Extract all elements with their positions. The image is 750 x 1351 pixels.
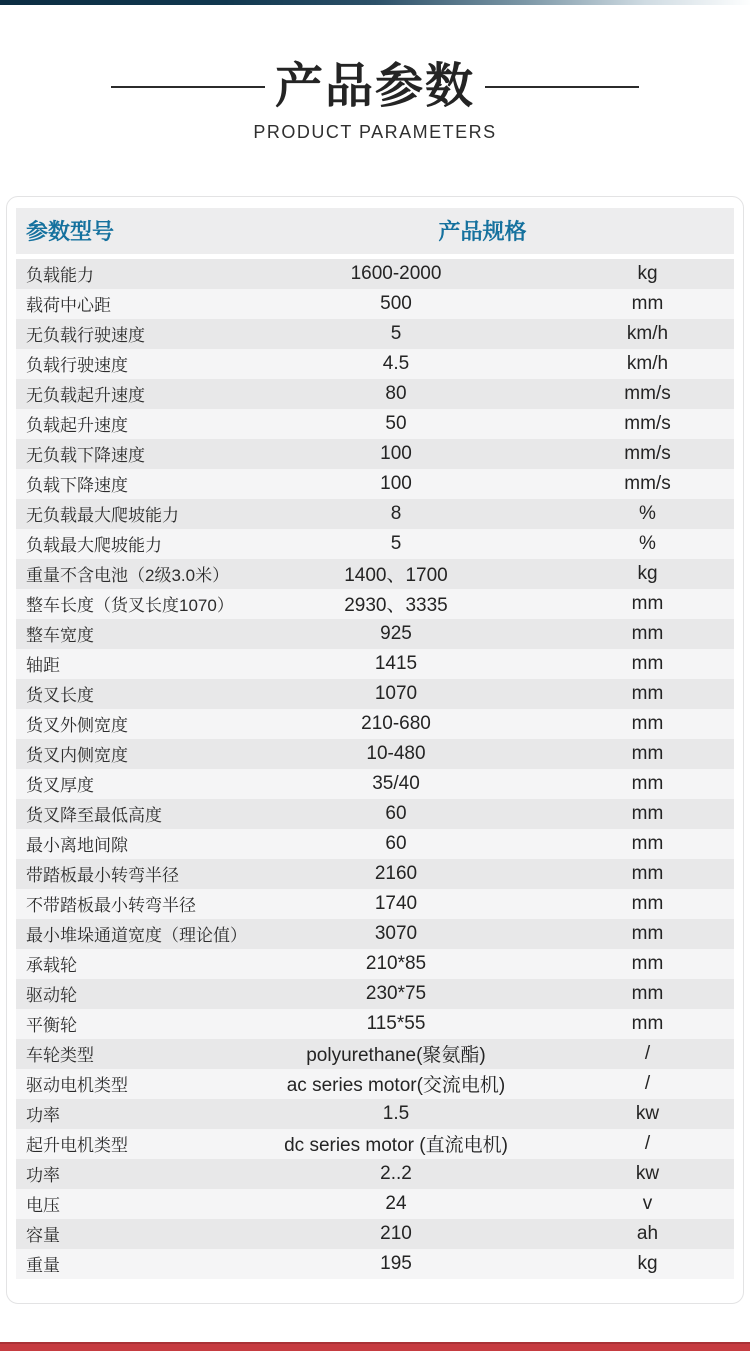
param-value: 210 xyxy=(380,1222,412,1244)
param-label: 功率 xyxy=(26,1166,60,1186)
param-label: 功率 xyxy=(26,1106,60,1126)
table-row xyxy=(16,1009,734,1039)
parameters-card xyxy=(6,196,744,1304)
table-row xyxy=(16,409,734,439)
param-value: 2930、3335 xyxy=(344,595,448,617)
table-row xyxy=(16,709,734,739)
param-unit: mm xyxy=(631,742,664,764)
param-value: 35/40 xyxy=(372,772,420,794)
table-row xyxy=(16,379,734,409)
param-label: 车轮类型 xyxy=(26,1046,94,1066)
param-unit: kw xyxy=(635,1162,660,1184)
page-title: 产品参数 xyxy=(274,60,475,113)
table-row xyxy=(16,769,734,799)
table-row xyxy=(16,619,734,649)
param-label: 驱动电机类型 xyxy=(26,1076,128,1096)
bottom-accent-bar xyxy=(0,1342,750,1351)
param-label: 货叉降至最低高度 xyxy=(26,806,162,826)
table-row xyxy=(16,1129,734,1159)
param-value: 2160 xyxy=(374,862,418,884)
param-label: 重量 xyxy=(26,1256,60,1276)
table-row xyxy=(16,499,734,529)
param-value: 60 xyxy=(385,802,407,824)
param-unit: km/h xyxy=(626,322,669,344)
table-row xyxy=(16,259,734,289)
param-label: 整车长度（货叉长度1070） xyxy=(26,596,234,616)
param-unit: mm xyxy=(631,802,664,824)
param-unit: mm/s xyxy=(624,382,671,404)
param-unit: mm xyxy=(631,682,664,704)
param-unit: mm xyxy=(631,952,664,974)
param-value: 80 xyxy=(385,382,407,404)
param-value: 1600-2000 xyxy=(350,262,442,284)
column-header-product-spec: 产品规格 xyxy=(438,219,527,245)
param-value: 210*85 xyxy=(365,952,427,974)
param-label: 驱动轮 xyxy=(26,986,77,1006)
param-label: 货叉长度 xyxy=(26,686,94,706)
param-unit: mm/s xyxy=(624,442,671,464)
column-header-param-model: 参数型号 xyxy=(26,219,115,245)
param-unit: mm xyxy=(631,862,664,884)
title-divider-right xyxy=(485,86,639,88)
param-unit: mm xyxy=(631,292,664,314)
param-label: 无负载最大爬坡能力 xyxy=(26,506,179,526)
param-value: 1400、1700 xyxy=(344,565,448,587)
title-divider-left xyxy=(111,86,265,88)
param-unit: kw xyxy=(635,1102,660,1124)
param-value: 24 xyxy=(385,1192,407,1214)
table-row xyxy=(16,1189,734,1219)
table-row xyxy=(16,1069,734,1099)
param-unit: km/h xyxy=(626,352,669,374)
param-value: 100 xyxy=(380,472,412,494)
table-row xyxy=(16,679,734,709)
param-value: 5 xyxy=(390,322,402,344)
param-label: 承载轮 xyxy=(26,956,77,976)
param-label: 无负载下降速度 xyxy=(26,446,145,466)
param-label: 整车宽度 xyxy=(26,626,94,646)
param-value: 230*75 xyxy=(365,982,427,1004)
param-unit: mm/s xyxy=(624,472,671,494)
param-value: 10-480 xyxy=(366,742,426,764)
param-value: dc series motor (直流电机) xyxy=(284,1135,508,1157)
param-unit: % xyxy=(639,502,656,524)
param-value: 4.5 xyxy=(382,352,410,374)
table-row xyxy=(16,1249,734,1279)
param-label: 货叉内侧宽度 xyxy=(26,746,128,766)
param-value: 195 xyxy=(380,1252,412,1274)
table-row xyxy=(16,469,734,499)
param-unit: v xyxy=(642,1192,653,1214)
param-label: 轴距 xyxy=(26,656,60,676)
param-unit: mm xyxy=(631,832,664,854)
param-value: 210-680 xyxy=(361,712,431,734)
param-unit: kg xyxy=(637,262,658,284)
table-row xyxy=(16,289,734,319)
table-row xyxy=(16,919,734,949)
param-label: 容量 xyxy=(26,1226,60,1246)
param-unit: mm xyxy=(631,922,664,944)
page-subtitle: PRODUCT PARAMETERS xyxy=(253,121,497,142)
table-row xyxy=(16,319,734,349)
param-value: 5 xyxy=(390,532,402,554)
table-row xyxy=(16,1099,734,1129)
table-row xyxy=(16,739,734,769)
param-value: 1740 xyxy=(374,892,418,914)
title-row xyxy=(0,61,750,114)
table-row xyxy=(16,349,734,379)
param-value: polyurethane(聚氨酯) xyxy=(306,1045,486,1067)
param-label: 负载下降速度 xyxy=(26,476,128,496)
param-unit: kg xyxy=(637,1252,658,1274)
param-unit: / xyxy=(644,1072,651,1094)
param-value: 115*55 xyxy=(366,1012,426,1034)
param-value: 925 xyxy=(380,622,412,644)
param-value: 60 xyxy=(385,832,407,854)
param-value: ac series motor(交流电机) xyxy=(286,1075,506,1097)
param-label: 货叉外侧宽度 xyxy=(26,716,128,736)
param-label: 负载最大爬坡能力 xyxy=(26,536,162,556)
table-row xyxy=(16,529,734,559)
param-unit: ah xyxy=(636,1222,659,1244)
param-unit: / xyxy=(644,1132,651,1154)
param-label: 电压 xyxy=(26,1196,60,1216)
param-unit: mm xyxy=(631,652,664,674)
param-label: 无负载起升速度 xyxy=(26,386,145,406)
table-row xyxy=(16,1159,734,1189)
table-row xyxy=(16,559,734,589)
param-unit: mm xyxy=(631,1012,664,1034)
param-value: 1.5 xyxy=(382,1102,410,1124)
param-label: 负载能力 xyxy=(26,266,94,286)
table-row xyxy=(16,589,734,619)
table-row xyxy=(16,439,734,469)
table-header-row xyxy=(16,208,734,254)
param-unit: mm/s xyxy=(624,412,671,434)
param-value: 3070 xyxy=(374,922,418,944)
param-label: 起升电机类型 xyxy=(26,1136,128,1156)
param-value: 2..2 xyxy=(380,1162,412,1184)
table-body xyxy=(16,259,734,1279)
param-unit: mm xyxy=(631,712,664,734)
param-label: 重量不含电池（2级3.0米） xyxy=(26,566,230,586)
table-row xyxy=(16,799,734,829)
table-row xyxy=(16,1219,734,1249)
param-value: 100 xyxy=(380,442,412,464)
param-label: 货叉厚度 xyxy=(26,776,94,796)
table-row xyxy=(16,649,734,679)
param-value: 1415 xyxy=(374,652,418,674)
param-label: 平衡轮 xyxy=(26,1016,77,1036)
param-label: 无负载行驶速度 xyxy=(26,326,145,346)
param-unit: kg xyxy=(637,562,658,584)
param-unit: mm xyxy=(631,772,664,794)
table-row xyxy=(16,979,734,1009)
param-unit: mm xyxy=(631,892,664,914)
param-unit: mm xyxy=(631,982,664,1004)
param-label: 载荷中心距 xyxy=(26,296,111,316)
table-row xyxy=(16,829,734,859)
param-label: 不带踏板最小转弯半径 xyxy=(26,896,196,916)
table-row xyxy=(16,889,734,919)
param-value: 50 xyxy=(385,412,407,434)
section-title-block xyxy=(0,5,750,143)
param-label: 带踏板最小转弯半径 xyxy=(26,866,179,886)
table-row xyxy=(16,1039,734,1069)
param-label: 最小离地间隙 xyxy=(26,836,128,856)
param-label: 负载行驶速度 xyxy=(26,356,128,376)
param-value: 8 xyxy=(390,502,402,524)
param-unit: mm xyxy=(631,622,664,644)
param-unit: mm xyxy=(631,592,664,614)
param-value: 1070 xyxy=(374,682,418,704)
table-row xyxy=(16,949,734,979)
param-label: 最小堆垛通道宽度（理论值） xyxy=(26,926,247,946)
param-value: 500 xyxy=(380,292,412,314)
param-unit: % xyxy=(639,532,656,554)
table-row xyxy=(16,859,734,889)
param-label: 负载起升速度 xyxy=(26,416,128,436)
param-unit: / xyxy=(644,1042,651,1064)
